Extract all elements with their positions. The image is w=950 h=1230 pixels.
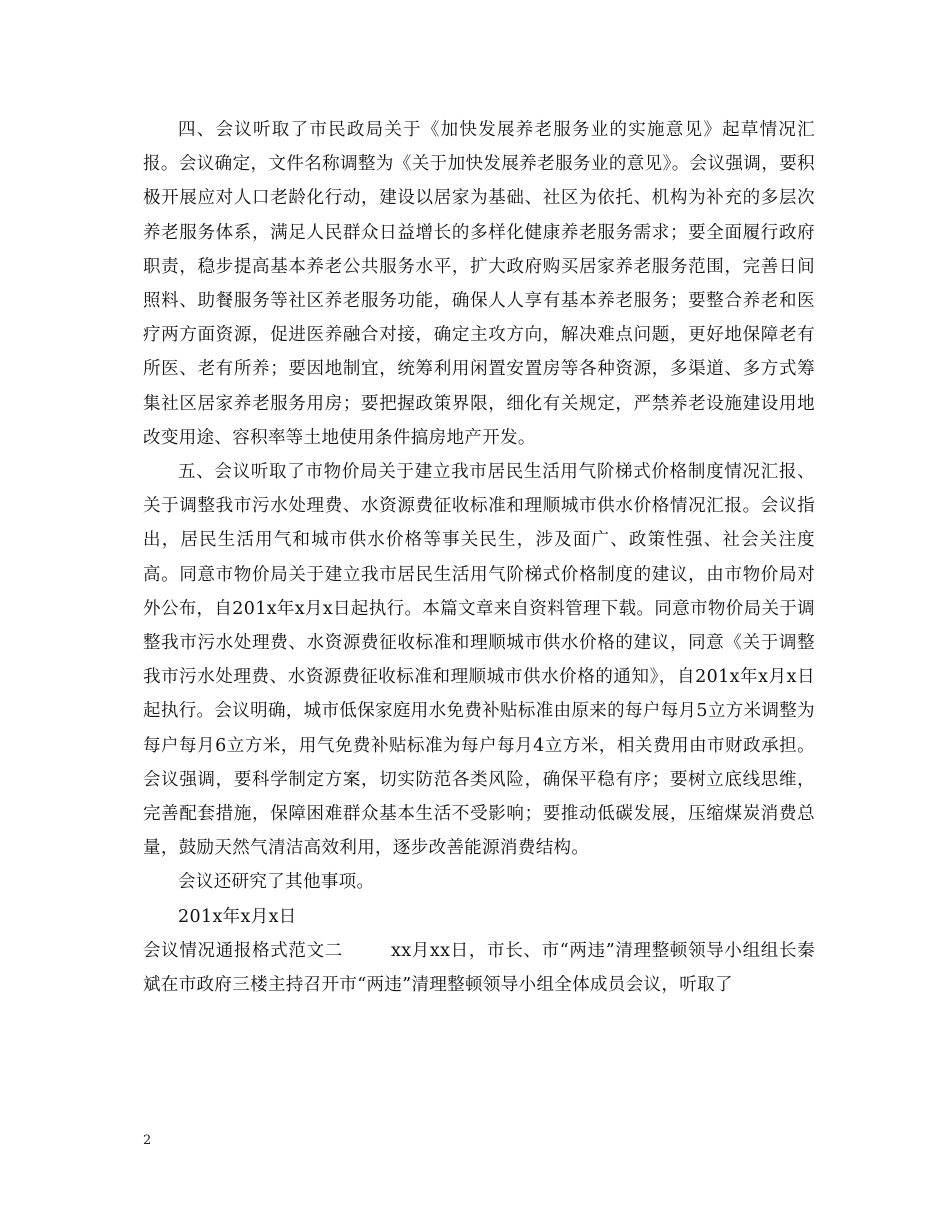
section-heading-title: 会议情况通报格式范文二 [143, 940, 343, 961]
paragraph-other-matters: 会议还研究了其他事项。 [178, 872, 375, 893]
section-heading-text: xx月xx日，市长、市“两违”清理整顿领导小组组长秦斌在市政府三楼主持召开市“两违”清理整顿领导小组全体成员会议，听取了 [143, 940, 815, 996]
document-body [143, 113, 815, 1002]
paragraph-item-five: 五、会议听取了市物价局关于建立我市居民生活用气阶梯式价格制度情况汇报、关于调整我市污水处理费、水资源费征收标准和理顺城市供水价格情况汇报。会议指出，居民生活用气和城市供水价格等事关民生，涉及面广、政策性强、社会关注度高。同意市物价局关于建立我市居民生活用气阶梯式价格制度的建议，由市物价局对外公布，自201x年x月x日起执行。本篇文章来自资料管理下载。同意市物价局关于调整我市污水处理费、水资源费征收标准和理顺城市供水价格的建议，同意《关于调整我市污水处理费、水资源费征收标准和理顺城市供水价格的通知》，自201x年x月x日起执行。会议明确，城市低保家庭用水免费补贴标准由原来的每户每月5立方米调整为每户每月6立方米，用气免费补贴标准为每户每月4立方米，相关费用由市财政承担。会议强调，要科学制定方案，切实防范各类风险，确保平稳有序；要树立底线思维，完善配套措施，保障困难群众基本生活不受影响；要推动低碳发展，压缩煤炭消费总量，鼓励天然气清洁高效利用，逐步改善能源消费结构。 [143, 462, 816, 859]
section-two-paragraph [143, 934, 815, 1002]
page-number: 2 [143, 1133, 152, 1148]
paragraph-date: 201x年x月x日 [178, 906, 297, 927]
paragraph-item-four: 四、会议听取了市民政局关于《加快发展养老服务业的实施意见》起草情况汇报。会议确定，文件名称调整为《关于加快发展养老服务业的意见》。会议强调，要积极开展应对人口老龄化行动，建设以居家为基础、社区为依托、机构为补充的多层次养老服务体系，满足人民群众日益增长的多样化健康养老服务需求；要全面履行政府职责，稳步提高基本养老公共服务水平，扩大政府购买居家养老服务范围，完善日间照料、助餐服务等社区养老服务功能，确保人人享有基本养老服务；要整合养老和医疗两方面资源，促进医养融合对接，确定主攻方向，解决难点问题，更好地保障老有所医、老有所养；要因地制宜，统筹利用闲置安置房等各种资源，多渠道、多方式筹集社区居家养老服务用房；要把握政策界限，细化有关规定，严禁养老设施建设用地改变用途、容积率等土地使用条件搞房地产开发。 [143, 120, 815, 448]
